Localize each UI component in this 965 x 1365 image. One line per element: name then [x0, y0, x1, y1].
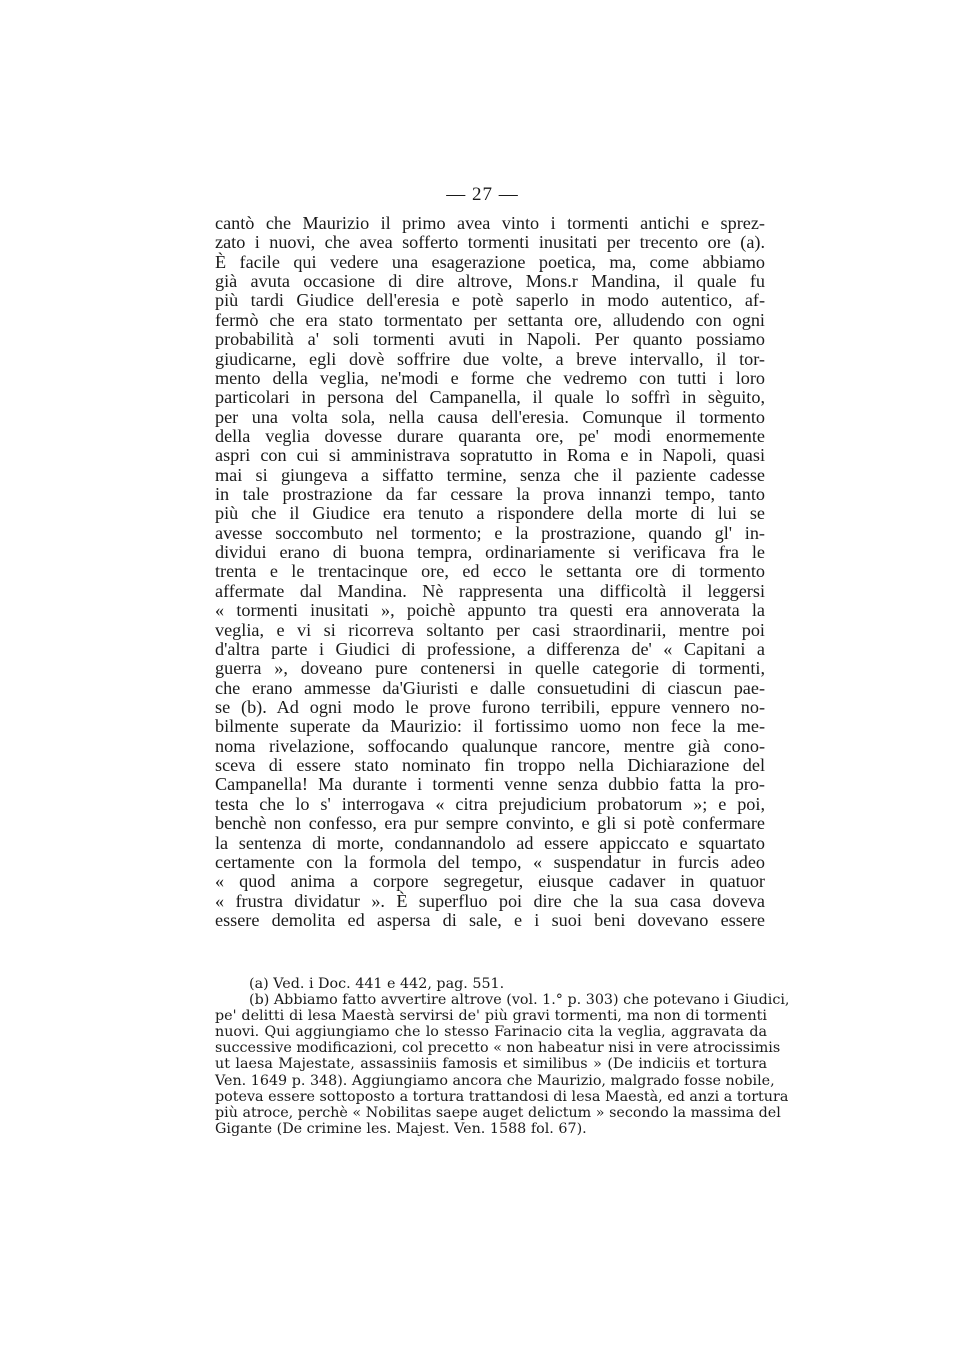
text-line: la sentenza di morte, condannandolo ad essere appiccato e squartato	[215, 832, 765, 853]
text-line: essere demolita ed aspersa di sale, e i suoi beni dovevano essere	[215, 909, 765, 930]
footnote-b-line: nuovi. Qui aggiungiamo che lo stesso Farinacio cita la veglia, aggravata da	[215, 1024, 767, 1041]
text-line: « quod anima a corpore segregetur, eiusque cadaver in quatuor	[215, 871, 765, 892]
text-line: aspri con cui si amministrava sopratutto in Roma e in Napoli, quasi	[215, 445, 765, 466]
text-line: Campanella! Ma durante i tormenti venne senza dubbio fatta la pro-	[215, 774, 765, 795]
footnotes	[215, 976, 790, 1137]
text-line: più che il Giudice era tenuto a rispondere della morte di lui se	[215, 503, 765, 524]
text-line: per una volta sola, nella causa dell'eresia. Comunque il tormento	[215, 406, 765, 427]
text-line: noma rivelazione, soffocando qualunque rancore, mentre già cono-	[215, 735, 765, 756]
text-line: testa che lo s' interrogava « citra prejudicium probatorum »; e poi,	[215, 793, 765, 814]
footnote-b-line: Ven. 1649 p. 348). Aggiungiamo ancora che Maurizio, malgrado fosse nobile,	[215, 1072, 775, 1089]
footnote-a: (a) Ved. i Doc. 441 e 442, pag. 551.	[249, 976, 505, 992]
footnote-b-line: più atroce, perchè « Nobilitas saepe auget delictum » secondo la massima del	[215, 1104, 781, 1121]
text-line: particolari in persona del Campanella, il quale lo soffrì in sèguito,	[215, 387, 765, 408]
footnote-b-line: Gigante (De crimine les. Majest. Ven. 1588 fol. 67).	[215, 1120, 587, 1137]
text-line: che erano ammesse da'Giuristi e dalle consuetudini di ciascun pae-	[215, 677, 765, 698]
footnote-b-line: pe' delitti di lesa Maestà servirsi de' più gravi tormenti, ma non di tormenti	[215, 1008, 767, 1025]
text-line: « tormenti inusitati », poichè appunto tra questi era annoverata la	[215, 600, 765, 621]
text-line: certamente con la formola del tempo, « suspendatur in furcis adeo	[215, 851, 765, 872]
text-line: veglia, e vi si ricorreva soltanto per casi straordinarii, mentre poi	[215, 619, 765, 640]
text-line: probabilità a' soli tormenti avuti in Napoli. Per quanto possiamo	[215, 329, 765, 350]
text-line: « frustra dividatur ». È superfluo poi dire che la sua casa doveva	[215, 890, 765, 911]
text-line: bilmente superate da Maurizio: il fortissimo uomo non fece la me-	[215, 716, 765, 737]
footnote-b-line: ut laesa Majestate, assassiniis famosis et similibus » (De indiciis et tortura	[215, 1056, 767, 1073]
text-line: avesse soccombuto nel tormento; e la prostrazione, quando gl' in-	[215, 522, 765, 543]
text-line: dividui erano di buona tempra, ordinariamente si verificava fra le	[215, 542, 765, 563]
footnote-b-line: (b) Abbiamo fatto avvertire altrove (vol. 1.° p. 303) che potevano i Giudici,	[249, 992, 790, 1009]
text-line: già avuta occasione di dire altrove, Mons.r Mandina, il quale fu	[215, 271, 765, 292]
text-line: zato i nuovi, che avea sofferto tormenti inusitati per trecento ore (a).	[215, 232, 765, 253]
text-line: sceva di essere stato nominato fin troppo nella Dichiarazione del	[215, 755, 765, 776]
text-line: della veglia dovesse durare quaranta ore, pe' modi enormemente	[215, 425, 765, 446]
text-line: mento della veglia, ne'modi e forme che vedremo con tutti i loro	[215, 367, 765, 388]
text-line: giudicarne, egli dovè soffrire due volte, a breve intervallo, il tor-	[215, 348, 765, 369]
text-line: benchè non confesso, era pur sempre convinto, e gli si potè confermare	[215, 813, 765, 834]
text-line: se (b). Ad ogni modo le prove furono terribili, eppure vennero no-	[215, 696, 765, 717]
text-line: È facile qui vedere una esagerazione poetica, ma, come abbiamo	[215, 251, 765, 272]
text-line: più tardi Giudice dell'eresia e potè saperlo in modo autentico, af-	[215, 290, 765, 311]
text-line: d'altra parte i Giudici di professione, a differenza de' « Capitani a	[215, 638, 765, 659]
text-line: mai si giungeva a siffatto termine, senza che il paziente cadesse	[215, 464, 765, 485]
text-line: fermò che era stato tormentato per settanta ore, alludendo con ogni	[215, 309, 765, 330]
text-line: cantò che Maurizio il primo avea vinto i tormenti antichi e sprez-	[215, 213, 765, 233]
text-line: trenta e le trentacinque ore, ed ecco le settanta ore di tormento	[215, 561, 765, 582]
text-line: guerra », doveano pure contenersi in quelle categorie di tormenti,	[215, 658, 765, 679]
text-line: affermate dal Mandina. Nè rappresenta una difficoltà il leggersi	[215, 580, 765, 601]
footnote-b-line: poteva essere sottoposto a tortura trattandosi di lesa Maestà, ed anzi a tortura	[215, 1088, 789, 1105]
text-line: in tale prostrazione da far cessare la prova innanzi tempo, tanto	[215, 484, 765, 505]
body-text	[215, 214, 765, 930]
footnote-b-line: successive modificazioni, col precetto « non habeatur nisi in vere atrocissimis	[215, 1040, 781, 1057]
page-number: — 27 —	[446, 184, 519, 205]
